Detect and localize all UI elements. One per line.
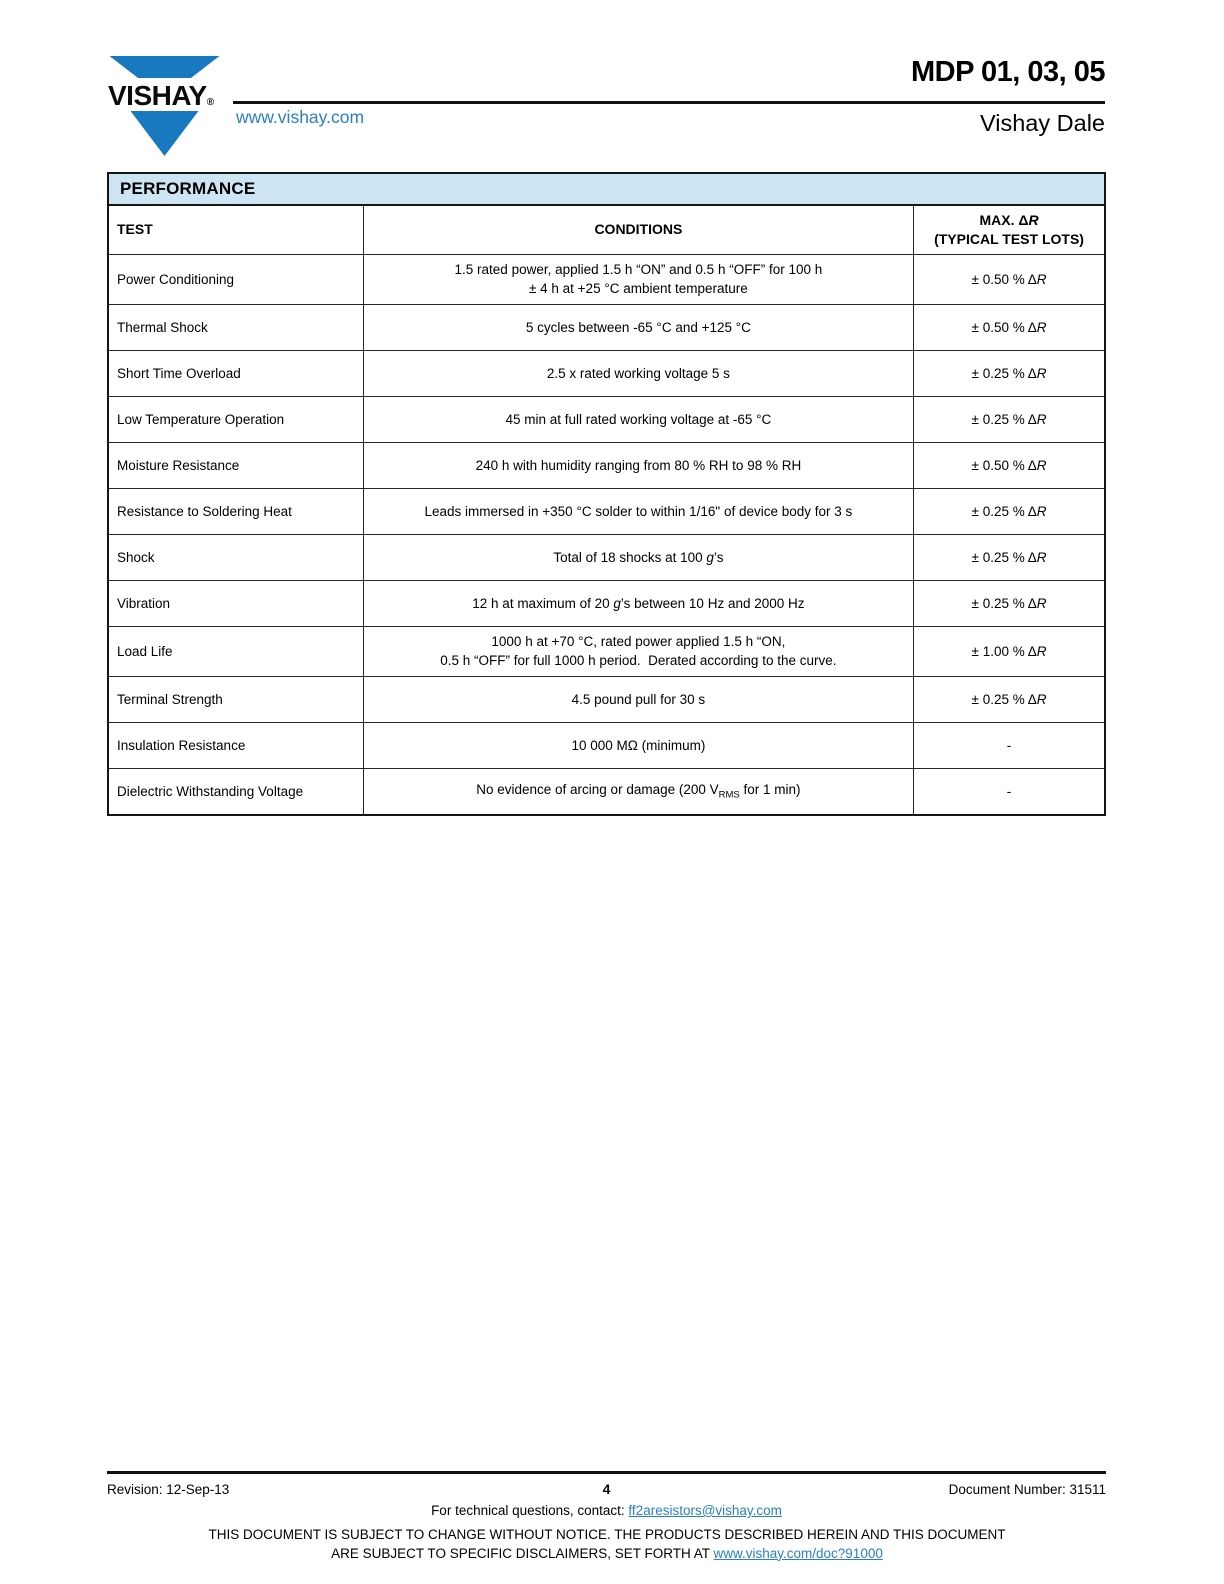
table-row [108, 350, 1105, 396]
conditions-cell: No evidence of arcing or damage (200 $V_{RMS}$ for 1 min) [363, 769, 913, 815]
test-cell: Shock [108, 534, 363, 580]
table-row [108, 488, 1105, 534]
conditions-cell: 4.5 pound pull for 30 s [363, 677, 913, 723]
footer-meta-row [107, 1481, 1106, 1497]
disclaimer [57, 1526, 1157, 1563]
test-cell: Thermal Shock [108, 304, 363, 350]
conditions-cell: 12 h at maximum of 20 g’s between 10 Hz and 2000 Hz [363, 580, 913, 626]
table-row [108, 254, 1105, 304]
table-row [108, 304, 1105, 350]
section-header-row [108, 173, 1105, 205]
max-dr-cell: ± 0.50 % ΔR [914, 304, 1105, 350]
brand-text: VISHAY [108, 80, 207, 111]
contact-prefix: For technical questions, contact: [431, 1503, 629, 1518]
max-dr-cell: - [914, 723, 1105, 769]
disclaimer-line2 [57, 1545, 1157, 1564]
max-dr-cell: ± 0.50 % ΔR [914, 254, 1105, 304]
revision-label: Revision: 12-Sep-13 [107, 1482, 230, 1497]
test-cell: Low Temperature Operation [108, 396, 363, 442]
test-cell: Load Life [108, 626, 363, 676]
conditions-cell: 5 cycles between -65 °C and +125 °C [363, 304, 913, 350]
header-divider [233, 101, 1105, 104]
conditions-cell: 240 h with humidity ranging from 80 % RH to 98 % RH [363, 442, 913, 488]
max-dr-line2: (TYPICAL TEST LOTS) [934, 230, 1084, 247]
table-row [108, 396, 1105, 442]
max-dr-cell: ± 0.50 % ΔR [914, 442, 1105, 488]
vishay-triangle-bottom-icon [131, 111, 199, 156]
column-header-row [108, 205, 1105, 254]
table-row [108, 677, 1105, 723]
page-title: MDP 01, 03, 05 [911, 56, 1105, 88]
max-dr-cell: ± 0.25 % ΔR [914, 534, 1105, 580]
max-dr-cell: ± 0.25 % ΔR [914, 396, 1105, 442]
conditions-cell: 10 000 MΩ (minimum) [363, 723, 913, 769]
test-cell: Resistance to Soldering Heat [108, 488, 363, 534]
table-row [108, 723, 1105, 769]
test-cell: Moisture Resistance [108, 442, 363, 488]
disclaimer-doc-link[interactable]: www.vishay.com/doc?91000 [713, 1545, 883, 1561]
conditions-cell: Total of 18 shocks at 100 g’s [363, 534, 913, 580]
registered-mark: ® [206, 97, 214, 108]
table-row [108, 534, 1105, 580]
disclaimer-line1: THIS DOCUMENT IS SUBJECT TO CHANGE WITHOUT NOTICE. THE PRODUCTS DESCRIBED HEREIN AND THIS DOCUMENT [208, 1527, 1006, 1542]
conditions-cell: 1000 h at +70 °C, rated power applied 1.5 h “ON, 0.5 h “OFF” for full 1000 h period. Derated according to the curve. [363, 626, 913, 676]
test-cell: Terminal Strength [108, 677, 363, 723]
vishay-website-link[interactable]: www.vishay.com [236, 107, 365, 127]
max-dr-line1: MAX. ΔR [979, 212, 1039, 228]
test-cell: Power Conditioning [108, 254, 363, 304]
col-header-max-dr [914, 205, 1105, 254]
vishay-logo [108, 56, 221, 156]
table-row [108, 442, 1105, 488]
max-dr-cell: ± 0.25 % ΔR [914, 580, 1105, 626]
max-dr-cell: ± 0.25 % ΔR [914, 677, 1105, 723]
table-body [108, 254, 1105, 814]
vishay-triangle-top-icon [110, 56, 220, 78]
table-row [108, 580, 1105, 626]
performance-table [107, 172, 1106, 816]
table-row [108, 769, 1105, 815]
document-number: Document Number: 31511 [948, 1482, 1107, 1497]
contact-email-link[interactable]: ff2aresistors@vishay.com [628, 1503, 782, 1518]
page-number: 4 [602, 1481, 611, 1497]
max-dr-cell: - [914, 769, 1105, 815]
col-header-conditions: CONDITIONS [363, 205, 913, 254]
test-cell: Insulation Resistance [108, 723, 363, 769]
footer-divider [107, 1471, 1106, 1474]
contact-line [107, 1503, 1106, 1518]
vishay-wordmark [108, 82, 221, 110]
test-cell: Short Time Overload [108, 350, 363, 396]
test-cell: Dielectric Withstanding Voltage [108, 769, 363, 815]
table-row [108, 626, 1105, 676]
conditions-cell: 1.5 rated power, applied 1.5 h “ON” and 0.5 h “OFF” for 100 h ± 4 h at +25 °C ambient temperature [363, 254, 913, 304]
max-dr-cell: ± 1.00 % ΔR [914, 626, 1105, 676]
conditions-cell: 45 min at full rated working voltage at -65 °C [363, 396, 913, 442]
test-cell: Vibration [108, 580, 363, 626]
section-title: PERFORMANCE [108, 173, 1105, 205]
max-dr-cell: ± 0.25 % ΔR [914, 350, 1105, 396]
performance-section [107, 172, 1106, 816]
brand-division: Vishay Dale [980, 110, 1105, 136]
conditions-cell: Leads immersed in +350 °C solder to within 1/16" of device body for 3 s [363, 488, 913, 534]
col-header-test: TEST [108, 205, 363, 254]
conditions-cell: 2.5 x rated working voltage 5 s [363, 350, 913, 396]
disclaimer-line2-prefix: ARE SUBJECT TO SPECIFIC DISCLAIMERS, SET FORTH AT [331, 1545, 714, 1561]
max-dr-cell: ± 0.25 % ΔR [914, 488, 1105, 534]
